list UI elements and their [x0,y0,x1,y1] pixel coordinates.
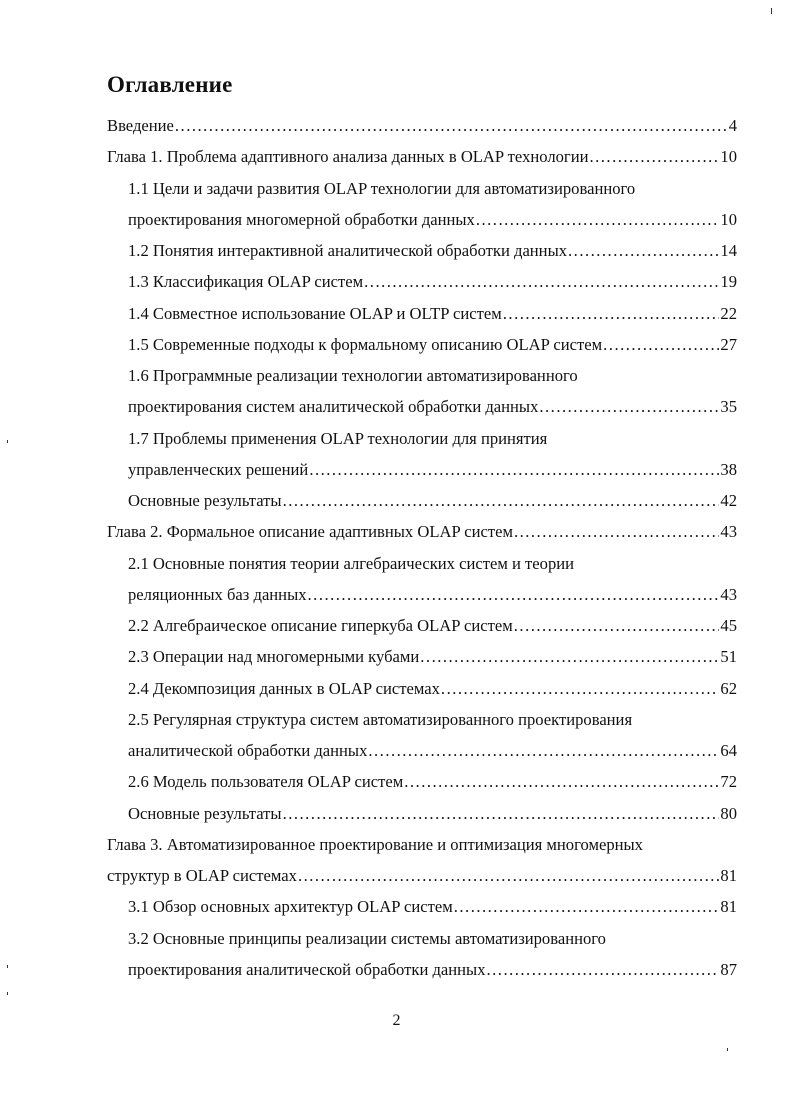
toc-entry-title: 1.7 Проблемы применения OLAP технологии для принятия [128,428,548,448]
toc-page-number: 81 [720,866,737,885]
toc-entry-title: реляционных баз данных [128,584,307,604]
toc-entry-title: Введение [107,116,174,135]
toc-entry-title: управленческих решений [128,459,309,479]
toc-page-number: 22 [720,303,737,323]
page-number: 2 [392,1012,401,1029]
toc-leader-dots [476,204,720,235]
toc-leader-dots [441,673,719,704]
toc-page-number: 62 [720,678,737,698]
toc-page-number: 10 [720,147,737,167]
toc-page-number: 64 [720,741,737,760]
toc-leader-dots [283,485,720,516]
toc-page-number: 14 [720,241,737,260]
toc-entry-title: Основные результаты [128,803,282,823]
toc-page-number: 27 [720,334,737,354]
toc-entry-title: 1.2 Понятия интерактивной аналитической обработки данных [128,241,568,260]
toc-entry-title: 1.6 Программные реализации технологии автоматизированного [128,366,578,385]
toc-entry-title: структур в OLAP системах [107,866,297,885]
scan-speck [7,992,8,995]
toc-page-number: 19 [720,272,737,292]
toc-leader-dots [175,110,728,141]
toc-entry-title: Глава 3. Автоматизированное проектирование и оптимизация многомерных [107,834,643,854]
toc-entry-title: 1.1 Цели и задачи развития OLAP технологии для автоматизированного [128,178,636,198]
toc-entry-title: Основные результаты [128,491,282,510]
toc-leader-dots [503,298,720,329]
scan-speck [7,440,8,443]
scan-speck [7,965,8,968]
page-title: Оглавление [107,72,233,97]
toc-leader-dots [487,954,720,985]
toc-page-number: 43 [720,584,737,604]
toc-leader-dots [298,860,719,891]
toc-page-number: 10 [720,209,737,229]
toc-leader-dots [309,454,719,485]
toc-entry-title: 3.2 Основные принципы реализации системы автоматизированного [128,928,606,948]
toc-entry-title: 1.4 Совместное использование OLAP и OLTP систем [128,303,502,323]
toc-entry-title: Глава 1. Проблема адаптивного анализа данных в OLAP технологии [107,147,589,167]
toc-page-number: 35 [720,397,737,417]
toc-leader-dots [308,579,720,610]
toc-leader-dots [539,391,719,422]
toc-leader-dots [420,641,719,672]
toc-entry-title: 3.1 Обзор основных архитектур OLAP систем [128,897,453,917]
toc-page-number: 42 [720,491,737,510]
scan-speck [727,1048,728,1051]
toc-entry-title: 2.6 Модель пользователя OLAP систем [128,772,404,792]
toc-leader-dots [404,766,719,797]
toc-leader-dots [514,516,719,547]
toc-entry-title: 1.3 Классификация OLAP систем [128,272,364,292]
toc-entry-title: аналитической обработки данных [128,741,368,760]
toc-page-number: 51 [720,647,737,667]
toc-entry-title: 2.1 Основные понятия теории алгебраических систем и теории [128,553,574,573]
toc-page-number: 80 [720,803,737,823]
toc-entry-title: 2.3 Операции над многомерными кубами [128,647,420,667]
toc-leader-dots [568,235,719,266]
toc-leader-dots [283,798,720,829]
toc-leader-dots [514,610,720,641]
toc-page-number: 72 [720,772,737,792]
toc-entry-title: проектирования систем аналитической обработки данных [128,397,539,417]
toc-page-number: 38 [720,459,737,479]
toc-entry-title: 2.2 Алгебраическое описание гиперкуба OLAP систем [128,616,513,635]
toc-entry-title: 1.5 Современные подходы к формальному описанию OLAP систем [128,334,603,354]
toc-leader-dots [603,329,719,360]
toc-page-number: 87 [720,959,737,979]
toc-page-number: 81 [720,897,737,917]
toc-entry-title: проектирования многомерной обработки данных [128,209,475,229]
toc-leader-dots [368,735,719,766]
toc-page-number: 4 [728,116,737,135]
toc-leader-dots [454,891,720,922]
toc-entry-title: 2.4 Декомпозиция данных в OLAP системах [128,678,440,698]
toc-page-number: 43 [720,522,737,542]
toc-page-number: 45 [720,616,737,635]
toc-entry-title: Глава 2. Формальное описание адаптивных OLAP систем [107,522,513,542]
toc-leader-dots [364,266,719,297]
toc-leader-dots [589,141,719,172]
toc-entry-title: проектирования аналитической обработки данных [128,959,486,979]
scan-speck [771,8,772,14]
toc-entry-title: 2.5 Регулярная структура систем автоматизированного проектирования [128,709,633,729]
